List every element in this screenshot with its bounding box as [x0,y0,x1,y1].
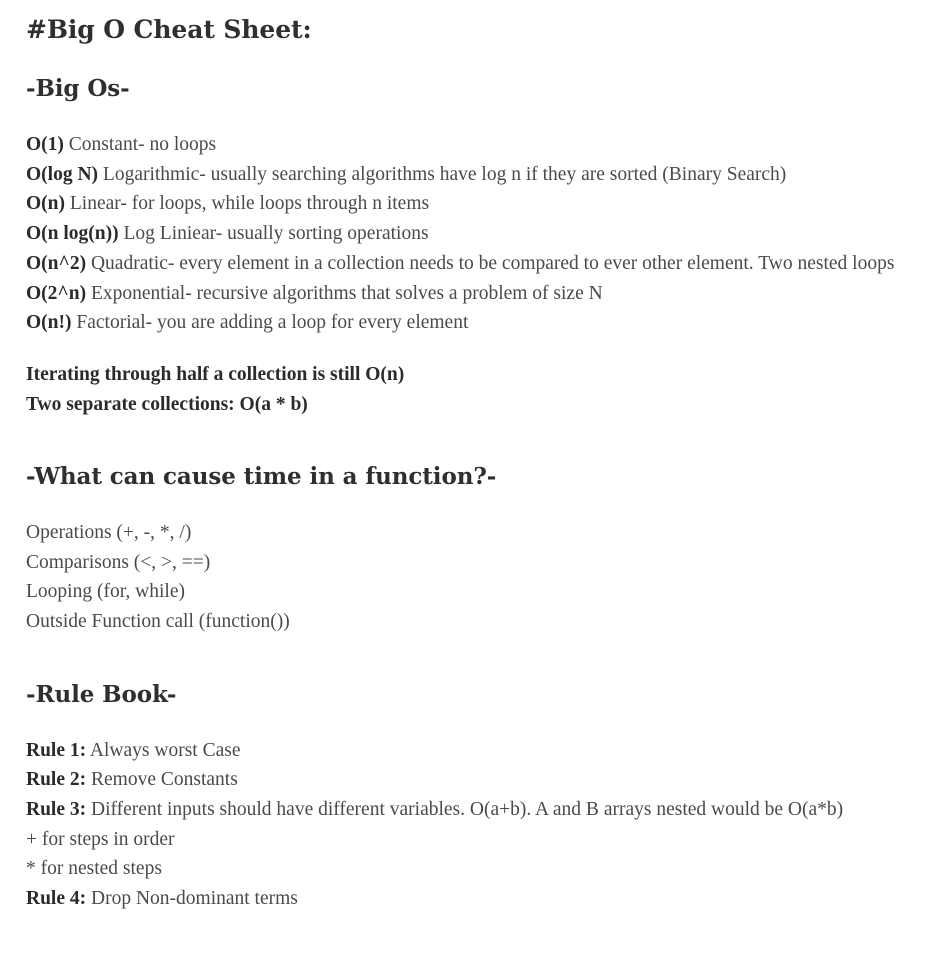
big-o-label: O(1) [26,134,64,155]
rule-book-list [26,736,895,914]
big-o-desc: Constant- no loops [63,134,217,155]
big-o-label: O(n^2) [26,252,87,274]
time-cause-line: Operations (+, -, *, /) [26,522,192,544]
rule-item [26,795,895,825]
big-o-item [26,308,895,338]
spacer [26,104,895,130]
big-o-item [26,189,895,219]
spacer [26,492,895,518]
section-heading-rule-book: -Rule Book- [26,680,177,708]
section-heading-big-os: -Big Os- [26,75,130,103]
rule-item [26,736,895,766]
big-o-item [26,160,895,190]
big-o-item [26,219,895,249]
time-cause-line: Looping (for, while) [26,581,185,603]
rule-label: Rule 2: [26,769,87,791]
spacer [26,637,895,681]
time-causes-list [26,518,895,637]
big-o-list [26,130,895,338]
rule-label: Rule 1: [26,739,87,761]
rule-desc: Remove Constants [86,769,238,791]
time-cause-line: Outside Function call (function()) [26,611,290,633]
spacer [26,710,895,736]
big-o-desc: Quadratic- every element in a collection needs to be compared to ever other element. Two nested loops [86,252,895,274]
spacer [26,338,895,360]
big-o-desc: Logarithmic- usually searching algorithms have log n if they are sorted (Binary Search) [98,163,787,185]
big-o-label: O(n) [26,193,65,215]
big-o-item [26,130,895,160]
big-o-label: O(n!) [26,312,72,334]
rule-item [26,884,895,914]
page-title: #Big O Cheat Sheet: [26,15,312,44]
rule-item [26,765,895,795]
rule-extra-line: + for steps in order [26,828,175,850]
rule-extra-line: * for nested steps [26,858,162,880]
big-o-label: O(n log(n)) [26,223,119,245]
big-o-desc: Linear- for loops, while loops through n items [65,193,430,215]
time-cause-line: Comparisons (<, >, ==) [26,551,211,573]
rule-desc: Always worst Case [86,739,241,761]
big-o-notes [26,360,895,419]
note-line: Iterating through half a collection is still O(n) [26,363,405,385]
big-o-label: O(2^n) [26,282,87,304]
big-o-item [26,279,895,309]
rule-desc: Drop Non-dominant terms [86,888,298,910]
note-line: Two separate collections: O(a * b) [26,393,308,415]
big-o-desc: Log Liniear- usually sorting operations [118,223,429,245]
spacer [26,45,895,75]
big-o-label: O(log N) [26,163,99,185]
big-o-desc: Factorial- you are adding a loop for every element [71,312,469,334]
big-o-desc: Exponential- recursive algorithms that solves a problem of size N [86,282,603,304]
big-o-item [26,249,895,279]
rule-label: Rule 3: [26,799,87,821]
rule-label: Rule 4: [26,888,87,910]
spacer [26,419,895,463]
section-heading-time-causes: -What can cause time in a function?- [26,463,497,491]
rule-desc: Different inputs should have different variables. O(a+b). A and B arrays nested would be O(a*b) [86,799,844,821]
